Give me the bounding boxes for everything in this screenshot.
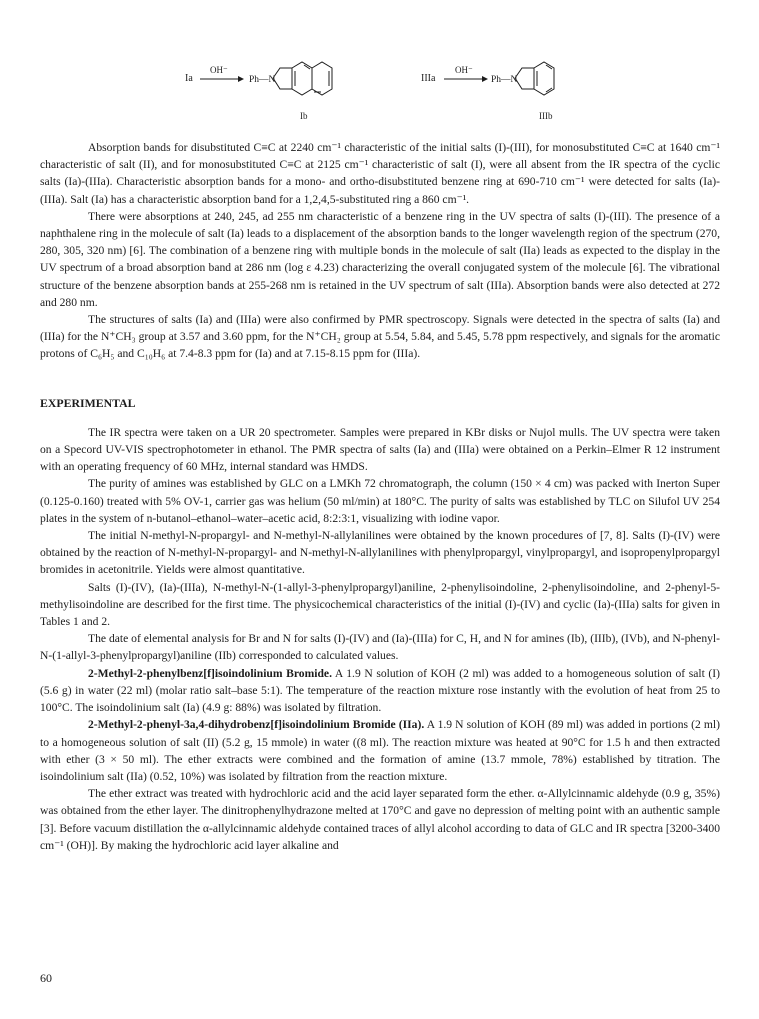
paragraph-pmr: The structures of salts (Ia) and (IIIa) were also confirmed by PMR spectroscopy. Signals were detected in the spectra of salts (Ia) and (IIIa) for the N⁺CH₃ group at 3.57 and 3.60 ppm, for the N⁺CH₂ group at 5.54, 5.84, and 5.45, 5.78 ppm respectively, and signals for the aromatic protons of C₆H₅ and C₁₀H₆ at 7.4-8.3 ppm for (Ia) and at 7.15-8.15 ppm for (IIIa). — [40, 313, 720, 361]
paragraph-new-compounds: Salts (I)-(IV), (Ia)-(IIIa), N-methyl-N-(1-allyl-3-phenylpropargyl)aniline, 2-phenylisoindoline, 2-phenylisoindoline, and 2-phenyl-5-methylisoindoline are described for the first time. The physicochemical characteristics of the initial (I)-(IV) and cyclic (Ia)-(IIIa) salts for given in Tables 1 and 2. — [40, 580, 720, 629]
pyrrolidine-ring-right — [515, 68, 534, 78]
product-ib-label: Ib — [300, 111, 308, 121]
paragraph-elemental-analysis: The date of elemental analysis for Br and N for salts (I)-(IV) and (Ia)-(IIIa) for C, H, and N for amines (Ib), (IIIb), (IVb), and N-phenyl-N-(1-allyl-3-phenylpropargyl)aniline (IIb) corresponded to calculated values. — [40, 632, 720, 663]
article-body — [40, 139, 720, 854]
reagent-oh-left: OH⁻ — [210, 65, 228, 75]
arrowhead-left — [238, 76, 244, 82]
page-number: 60 — [40, 971, 52, 985]
compound-procedure-2: A 1.9 N solution of KOH (89 ml) was added in portions (2 ml) to a homogeneous solution of salt (II) (5.2 g, 15 mmole) in water ((8 ml). The reaction mixture was heated at 90°C for 1.5 h and then extracted with ether (3 × 50 ml). The ether extracts were combined and the formation of amine (13.7 mmole, 78%) established by titration. The isoindolinium salt (IIa) (0.52, 10%) was isolated by filtration from the reaction mixture. — [40, 718, 720, 783]
paragraph-instruments: The IR spectra were taken on a UR 20 spectrometer. Samples were prepared in KBr disks or Nujol mulls. The UV spectra were taken on a Specord UV-VIS spectrophotometer in ethanol. The PMR spectra of salts (Ia) and (IIIa) were obtained on a Perkin–Elmer R 12 instrument with an operating frequency of 60 MHz, internal standard was HMDS. — [40, 425, 720, 474]
compound-title-2: 2-Methyl-2-phenyl-3a,4-dihydrobenz[f]isoindolinium Bromide (IIa). — [88, 718, 425, 732]
paragraph-uv-spectra: There were absorptions at 240, 245, ad 255 nm characteristic of a benzene ring in the UV spectra of salts (I)-(III). The presence of a naphthalene ring in the molecule of salt (Ia) leads to a displacement of the absorption bands to the longer wavelength region of the spectrum (270, 280, 305, 320 nm) [6]. The combination of a benzene ring with multiple bonds in the molecule of salt (IIa) leads as expected to the display in the UV spectrum of a broad absorption band at 286 nm (log ε 4.23) characterizing the overall conjugated system of the molecule [6]. The vibrational structure of the benzene absorption bands at 255-268 nm is retained in the UV spectrum of salt (IIIa). Absorption bands were also detected at 272 and 280 nm. — [40, 209, 720, 309]
reagent-oh-right: OH⁻ — [455, 65, 473, 75]
reactant-iiia-label: IIIa — [421, 73, 436, 84]
paragraph-initial-anilines: The initial N-methyl-N-propargyl- and N-methyl-N-allylanilines were obtained by the known procedures of [7, 8]. Salts (I)-(IV) were obtained by the reaction of N-methyl-N-propargyl- and N-methyl-N-allylanilines with phenylpropargyl, vinylpropargyl, and isopropenylpropargyl bromides in acetonitrile. Yields were almost quantitative. — [40, 529, 720, 577]
pyrrolidine-ring-left — [273, 68, 292, 78]
section-heading-experimental: EXPERIMENTAL — [40, 395, 136, 410]
ph-n-right: Ph—N — [491, 75, 518, 85]
ph-n-left: Ph—N — [249, 75, 276, 85]
paragraph-ir-bands: Absorption bands for disubstituted C≡C at 2240 cm⁻¹ characteristic of the initial salts (I)-(III), for monosubstituted C≡C at 1640 cm⁻¹ characteristic of salt (II), and for monosubstituted C≡C at 2125 cm⁻¹ characteristic of salt (I), were all absent from the IR spectra of the cyclic salts (Ia)-(IIIa). Characteristic absorption bands for a mono- and ortho-disubstituted benzene ring at 690-710 cm⁻¹ were detected for salts (Ia)-(IIIa). Salt (Ia) has a characteristic absorption band for a 1,2,4,5-substituted ring a 860 cm⁻¹. — [40, 141, 720, 206]
paragraph-ether-extract: The ether extract was treated with hydrochloric acid and the acid layer separated form the ether. α-Allylcinnamic aldehyde (0.9 g, 35%) was obtained from the ether layer. The dinitrophenylhydrazone melted at 170°C and gave no depression of melting point with an authentic sample [3]. Before vacuum distillation the α-allylcinnamic aldehyde contained traces of allyl alcohol according to data of GLC and IR spectra [3200-3400 cm⁻¹ (OH)]. By making the hydrochloric acid layer alkaline and — [40, 787, 720, 852]
reaction-left — [185, 62, 332, 121]
paragraph-benzisoindolinium — [40, 665, 720, 717]
reactant-ia-label: Ia — [185, 73, 193, 84]
paragraph-dihydrobenzisoindolinium — [40, 716, 720, 785]
reaction-right — [421, 62, 554, 121]
paragraph-purity: The purity of amines was established by GLC on a LMKh 72 chromatograph, the column (150 × 4 cm) was packed with Inerton Super (0.125-0.160) treated with 5% OV-1, carrier gas was helium (50 ml/min) at 180°C. The purity of salts was established by TLC on Silufol UV 254 plates in the system of n-butanol–ethanol–water–acetic acid, 8:2:3:1, visualizing with iodine vapor. — [40, 477, 720, 525]
reaction-scheme — [0, 0, 759, 125]
product-iiib-label: IIIb — [539, 111, 553, 121]
arrowhead-right — [482, 76, 488, 82]
compound-procedure-1: A 1.9 N solution of KOH (2 ml) was added to a homogeneous solution of salt (I) (5.6 g) in water (22 ml) (molar ratio salt–base 5:1). The temperature of the reaction mixture rose instantly with the evolution of heat from 25 to 100°C. The isoindolinium salt (Ia) (4.9 g: 88%) was isolated by filtration. — [40, 666, 720, 715]
compound-title-1: 2-Methyl-2-phenylbenz[f]isoindolinium Bromide. — [88, 666, 332, 680]
